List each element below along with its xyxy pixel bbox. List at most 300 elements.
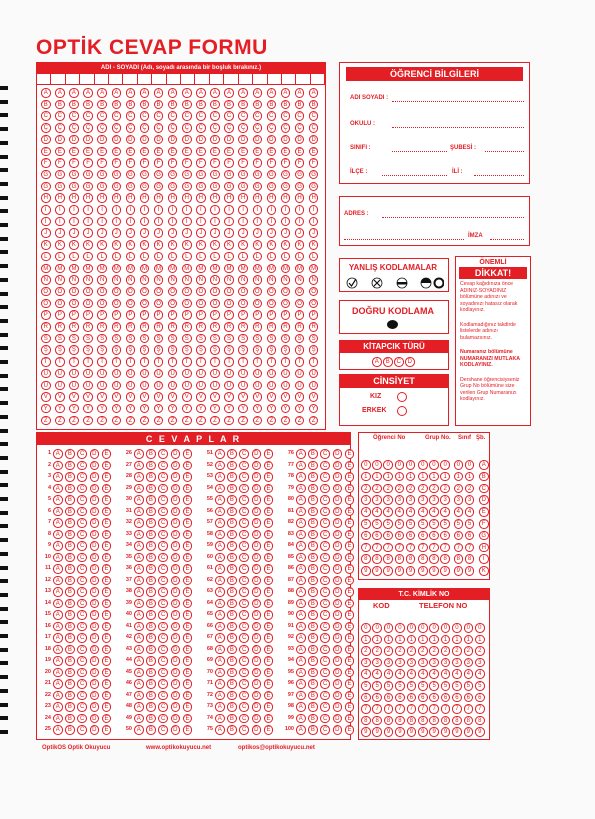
name-bubble-P[interactable]: P <box>83 310 93 320</box>
name-bubble-P[interactable]: P <box>140 310 150 320</box>
answer-bubble-B[interactable]: B <box>65 633 75 643</box>
answer-bubble-D[interactable]: D <box>90 449 100 459</box>
answer-bubble-B[interactable]: B <box>146 725 156 735</box>
branch-bubble-D[interactable]: D <box>479 495 489 505</box>
answer-bubble-C[interactable]: C <box>320 610 330 620</box>
answer-bubble-A[interactable]: A <box>134 495 144 505</box>
answer-bubble-D[interactable]: D <box>90 679 100 689</box>
answer-bubble-C[interactable]: C <box>158 553 168 563</box>
answer-bubble-E[interactable]: E <box>183 668 193 678</box>
branch-bubble-H[interactable]: H <box>479 543 489 553</box>
tc-digit-bubble[interactable]: 2 <box>384 646 394 656</box>
answer-bubble-B[interactable]: B <box>308 484 318 494</box>
name-bubble-S[interactable]: S <box>112 334 122 344</box>
answer-bubble-A[interactable]: A <box>296 656 306 666</box>
name-bubble-F[interactable]: F <box>182 158 192 168</box>
name-bubble-G[interactable]: G <box>112 170 122 180</box>
name-write-cell[interactable] <box>51 74 65 84</box>
name-bubble-Ö[interactable]: Ö <box>83 299 93 309</box>
name-bubble-S[interactable]: S <box>196 334 206 344</box>
name-bubble-R[interactable]: R <box>182 322 192 332</box>
name-bubble-N[interactable]: N <box>224 275 234 285</box>
name-bubble-Ü[interactable]: Ü <box>154 381 164 391</box>
name-bubble-K[interactable]: K <box>267 240 277 250</box>
answer-bubble-D[interactable]: D <box>90 541 100 551</box>
answer-bubble-B[interactable]: B <box>65 599 75 609</box>
answer-bubble-B[interactable]: B <box>308 702 318 712</box>
answer-bubble-C[interactable]: C <box>158 668 168 678</box>
name-bubble-T[interactable]: T <box>238 357 248 367</box>
name-bubble-Ç[interactable]: Ç <box>224 123 234 133</box>
name-bubble-Ü[interactable]: Ü <box>140 381 150 391</box>
tc-digit-bubble[interactable]: 9 <box>429 727 439 737</box>
booklet-option-D[interactable]: D <box>405 357 415 367</box>
code-digit-bubble[interactable]: 3 <box>383 495 393 505</box>
answer-bubble-D[interactable]: D <box>171 691 181 701</box>
answer-bubble-B[interactable]: B <box>65 541 75 551</box>
code-digit-bubble[interactable]: 4 <box>418 507 428 517</box>
code-digit-bubble[interactable]: 8 <box>418 554 428 564</box>
answer-bubble-C[interactable]: C <box>158 449 168 459</box>
name-write-cell[interactable] <box>210 74 224 84</box>
name-bubble-H[interactable]: H <box>112 193 122 203</box>
answer-bubble-E[interactable]: E <box>345 530 355 540</box>
name-bubble-J[interactable]: J <box>210 228 220 238</box>
answer-bubble-D[interactable]: D <box>171 633 181 643</box>
name-bubble-H[interactable]: H <box>224 193 234 203</box>
name-bubble-Z[interactable]: Z <box>55 416 65 426</box>
name-bubble-P[interactable]: P <box>182 310 192 320</box>
code-digit-bubble[interactable]: 5 <box>418 519 428 529</box>
code-digit-bubble[interactable]: 6 <box>454 531 464 541</box>
name-bubble-O[interactable]: O <box>140 287 150 297</box>
answer-bubble-C[interactable]: C <box>239 518 249 528</box>
tc-digit-bubble[interactable]: 9 <box>464 727 474 737</box>
name-bubble-I[interactable]: I <box>267 205 277 215</box>
name-bubble-Ö[interactable]: Ö <box>253 299 263 309</box>
name-bubble-Ö[interactable]: Ö <box>168 299 178 309</box>
answer-bubble-B[interactable]: B <box>308 633 318 643</box>
name-bubble-K[interactable]: K <box>281 240 291 250</box>
answer-bubble-C[interactable]: C <box>320 633 330 643</box>
name-bubble-O[interactable]: O <box>97 287 107 297</box>
tc-digit-bubble[interactable]: 3 <box>407 658 417 668</box>
answer-bubble-C[interactable]: C <box>320 599 330 609</box>
name-bubble-L[interactable]: L <box>154 252 164 262</box>
answer-bubble-A[interactable]: A <box>296 507 306 517</box>
answer-bubble-D[interactable]: D <box>171 449 181 459</box>
answer-bubble-A[interactable]: A <box>215 518 225 528</box>
name-bubble-T[interactable]: T <box>182 357 192 367</box>
name-bubble-E[interactable]: E <box>126 147 136 157</box>
answer-bubble-A[interactable]: A <box>215 599 225 609</box>
tc-digit-bubble[interactable]: 3 <box>464 658 474 668</box>
tc-digit-bubble[interactable]: 0 <box>464 623 474 633</box>
name-bubble-B[interactable]: B <box>295 100 305 110</box>
name-bubble-U[interactable]: U <box>267 369 277 379</box>
answer-bubble-B[interactable]: B <box>65 576 75 586</box>
answer-bubble-E[interactable]: E <box>264 518 274 528</box>
branch-bubble-I[interactable]: I <box>479 554 489 564</box>
name-bubble-Ç[interactable]: Ç <box>168 123 178 133</box>
answer-bubble-E[interactable]: E <box>183 530 193 540</box>
name-bubble-T[interactable]: T <box>140 357 150 367</box>
name-bubble-İ[interactable]: İ <box>55 217 65 227</box>
name-bubble-Ğ[interactable]: Ğ <box>309 182 319 192</box>
answer-bubble-B[interactable]: B <box>146 530 156 540</box>
name-bubble-U[interactable]: U <box>154 369 164 379</box>
answer-bubble-D[interactable]: D <box>90 691 100 701</box>
name-bubble-E[interactable]: E <box>281 147 291 157</box>
answer-bubble-C[interactable]: C <box>158 622 168 632</box>
answer-bubble-A[interactable]: A <box>134 656 144 666</box>
name-bubble-H[interactable]: H <box>55 193 65 203</box>
name-bubble-I[interactable]: I <box>238 205 248 215</box>
name-bubble-Ö[interactable]: Ö <box>267 299 277 309</box>
tc-digit-bubble[interactable]: 7 <box>395 704 405 714</box>
name-bubble-Ü[interactable]: Ü <box>97 381 107 391</box>
name-bubble-Ü[interactable]: Ü <box>196 381 206 391</box>
name-bubble-T[interactable]: T <box>224 357 234 367</box>
name-bubble-Z[interactable]: Z <box>281 416 291 426</box>
answer-bubble-E[interactable]: E <box>264 725 274 735</box>
name-bubble-M[interactable]: M <box>83 264 93 274</box>
name-bubble-U[interactable]: U <box>253 369 263 379</box>
tc-digit-bubble[interactable]: 3 <box>452 658 462 668</box>
name-bubble-H[interactable]: H <box>295 193 305 203</box>
code-digit-bubble[interactable]: 3 <box>440 495 450 505</box>
name-bubble-O[interactable]: O <box>210 287 220 297</box>
answer-bubble-A[interactable]: A <box>53 610 63 620</box>
name-bubble-K[interactable]: K <box>140 240 150 250</box>
tc-digit-bubble[interactable]: 6 <box>418 693 428 703</box>
name-bubble-U[interactable]: U <box>196 369 206 379</box>
name-bubble-O[interactable]: O <box>126 287 136 297</box>
name-bubble-I[interactable]: I <box>69 205 79 215</box>
name-bubble-T[interactable]: T <box>154 357 164 367</box>
name-bubble-V[interactable]: V <box>281 392 291 402</box>
answer-bubble-D[interactable]: D <box>252 587 262 597</box>
name-bubble-G[interactable]: G <box>182 170 192 180</box>
answer-bubble-A[interactable]: A <box>296 633 306 643</box>
name-bubble-Ö[interactable]: Ö <box>210 299 220 309</box>
name-bubble-S[interactable]: S <box>281 334 291 344</box>
code-digit-bubble[interactable]: 2 <box>395 484 405 494</box>
answer-bubble-C[interactable]: C <box>77 472 87 482</box>
code-digit-bubble[interactable]: 7 <box>454 543 464 553</box>
name-bubble-U[interactable]: U <box>69 369 79 379</box>
name-bubble-O[interactable]: O <box>281 287 291 297</box>
answer-bubble-D[interactable]: D <box>171 530 181 540</box>
name-bubble-İ[interactable]: İ <box>41 217 51 227</box>
tc-digit-bubble[interactable]: 0 <box>395 623 405 633</box>
name-bubble-U[interactable]: U <box>210 369 220 379</box>
answer-bubble-A[interactable]: A <box>134 668 144 678</box>
answer-bubble-A[interactable]: A <box>215 679 225 689</box>
name-bubble-Ü[interactable]: Ü <box>295 381 305 391</box>
answer-bubble-D[interactable]: D <box>333 656 343 666</box>
code-digit-bubble[interactable]: 7 <box>383 543 393 553</box>
branch-bubble-A[interactable]: A <box>479 460 489 470</box>
answer-bubble-C[interactable]: C <box>77 656 87 666</box>
answer-bubble-D[interactable]: D <box>333 507 343 517</box>
answer-bubble-C[interactable]: C <box>239 461 249 471</box>
name-bubble-P[interactable]: P <box>112 310 122 320</box>
name-bubble-Ö[interactable]: Ö <box>112 299 122 309</box>
name-bubble-N[interactable]: N <box>210 275 220 285</box>
answer-bubble-B[interactable]: B <box>227 461 237 471</box>
name-bubble-Ö[interactable]: Ö <box>281 299 291 309</box>
answer-bubble-B[interactable]: B <box>308 725 318 735</box>
name-bubble-I[interactable]: I <box>154 205 164 215</box>
answer-bubble-A[interactable]: A <box>134 610 144 620</box>
booklet-option-A[interactable]: A <box>372 357 382 367</box>
answer-bubble-D[interactable]: D <box>333 714 343 724</box>
name-bubble-K[interactable]: K <box>97 240 107 250</box>
branch-bubble-C[interactable]: C <box>479 484 489 494</box>
answer-bubble-B[interactable]: B <box>146 691 156 701</box>
code-digit-bubble[interactable]: 2 <box>465 484 475 494</box>
code-digit-bubble[interactable]: 1 <box>395 472 405 482</box>
answer-bubble-B[interactable]: B <box>227 599 237 609</box>
answer-bubble-B[interactable]: B <box>65 530 75 540</box>
answer-bubble-A[interactable]: A <box>296 668 306 678</box>
code-digit-bubble[interactable]: 4 <box>361 507 371 517</box>
branch-bubble-K[interactable]: K <box>479 566 489 576</box>
answer-bubble-E[interactable]: E <box>345 679 355 689</box>
name-bubble-Z[interactable]: Z <box>126 416 136 426</box>
tc-digit-bubble[interactable]: 4 <box>418 669 428 679</box>
answer-bubble-E[interactable]: E <box>264 472 274 482</box>
name-bubble-Z[interactable]: Z <box>41 416 51 426</box>
answer-bubble-D[interactable]: D <box>252 610 262 620</box>
name-bubble-K[interactable]: K <box>182 240 192 250</box>
answer-bubble-B[interactable]: B <box>146 610 156 620</box>
name-bubble-P[interactable]: P <box>126 310 136 320</box>
answer-bubble-B[interactable]: B <box>146 714 156 724</box>
answer-bubble-D[interactable]: D <box>252 530 262 540</box>
name-bubble-P[interactable]: P <box>41 310 51 320</box>
answer-bubble-E[interactable]: E <box>264 507 274 517</box>
name-bubble-A[interactable]: A <box>196 88 206 98</box>
answer-bubble-E[interactable]: E <box>345 541 355 551</box>
tc-digit-bubble[interactable]: 9 <box>395 727 405 737</box>
answer-bubble-D[interactable]: D <box>171 518 181 528</box>
answer-bubble-A[interactable]: A <box>215 461 225 471</box>
tc-digit-bubble[interactable]: 1 <box>429 635 439 645</box>
answer-bubble-D[interactable]: D <box>252 679 262 689</box>
tc-digit-bubble[interactable]: 5 <box>384 681 394 691</box>
answer-bubble-A[interactable]: A <box>215 553 225 563</box>
name-bubble-D[interactable]: D <box>224 135 234 145</box>
answer-bubble-B[interactable]: B <box>146 507 156 517</box>
name-bubble-A[interactable]: A <box>97 88 107 98</box>
answer-bubble-C[interactable]: C <box>320 656 330 666</box>
name-bubble-G[interactable]: G <box>55 170 65 180</box>
name-bubble-N[interactable]: N <box>196 275 206 285</box>
answer-bubble-D[interactable]: D <box>252 633 262 643</box>
name-bubble-İ[interactable]: İ <box>295 217 305 227</box>
answer-bubble-A[interactable]: A <box>215 484 225 494</box>
answer-bubble-D[interactable]: D <box>333 691 343 701</box>
answer-bubble-E[interactable]: E <box>345 714 355 724</box>
adi-soyadi-field[interactable] <box>392 101 524 102</box>
name-bubble-V[interactable]: V <box>126 392 136 402</box>
name-bubble-A[interactable]: A <box>83 88 93 98</box>
name-bubble-O[interactable]: O <box>295 287 305 297</box>
name-bubble-B[interactable]: B <box>41 100 51 110</box>
answer-bubble-B[interactable]: B <box>227 495 237 505</box>
tc-digit-bubble[interactable]: 5 <box>418 681 428 691</box>
answer-bubble-D[interactable]: D <box>171 679 181 689</box>
answer-bubble-E[interactable]: E <box>183 679 193 689</box>
name-bubble-K[interactable]: K <box>154 240 164 250</box>
name-bubble-N[interactable]: N <box>69 275 79 285</box>
name-bubble-B[interactable]: B <box>97 100 107 110</box>
name-bubble-Y[interactable]: Y <box>140 404 150 414</box>
tc-digit-bubble[interactable]: 5 <box>372 681 382 691</box>
name-bubble-G[interactable]: G <box>83 170 93 180</box>
name-bubble-V[interactable]: V <box>309 392 319 402</box>
answer-bubble-A[interactable]: A <box>134 553 144 563</box>
name-bubble-Y[interactable]: Y <box>83 404 93 414</box>
code-digit-bubble[interactable]: 5 <box>372 519 382 529</box>
name-write-cell[interactable] <box>253 74 267 84</box>
name-bubble-L[interactable]: L <box>168 252 178 262</box>
name-bubble-Y[interactable]: Y <box>97 404 107 414</box>
answer-bubble-C[interactable]: C <box>239 484 249 494</box>
name-bubble-T[interactable]: T <box>210 357 220 367</box>
name-bubble-İ[interactable]: İ <box>83 217 93 227</box>
code-digit-bubble[interactable]: 2 <box>418 484 428 494</box>
answer-bubble-C[interactable]: C <box>77 645 87 655</box>
answer-bubble-C[interactable]: C <box>77 668 87 678</box>
ili-field[interactable] <box>474 175 524 176</box>
name-bubble-İ[interactable]: İ <box>154 217 164 227</box>
answer-bubble-C[interactable]: C <box>158 691 168 701</box>
name-bubble-Y[interactable]: Y <box>112 404 122 414</box>
answer-bubble-E[interactable]: E <box>102 725 112 735</box>
answer-bubble-D[interactable]: D <box>252 553 262 563</box>
code-digit-bubble[interactable]: 3 <box>465 495 475 505</box>
name-bubble-V[interactable]: V <box>55 392 65 402</box>
tc-digit-bubble[interactable]: 4 <box>372 669 382 679</box>
name-bubble-Ö[interactable]: Ö <box>295 299 305 309</box>
answer-bubble-D[interactable]: D <box>171 714 181 724</box>
tc-digit-bubble[interactable]: 8 <box>372 716 382 726</box>
answer-bubble-C[interactable]: C <box>320 587 330 597</box>
name-write-cell[interactable] <box>66 74 80 84</box>
name-bubble-Ğ[interactable]: Ğ <box>126 182 136 192</box>
answer-bubble-C[interactable]: C <box>77 587 87 597</box>
answer-bubble-C[interactable]: C <box>320 622 330 632</box>
answer-bubble-D[interactable]: D <box>90 668 100 678</box>
answer-bubble-A[interactable]: A <box>296 645 306 655</box>
name-write-cell[interactable] <box>282 74 296 84</box>
answer-bubble-B[interactable]: B <box>227 610 237 620</box>
name-bubble-M[interactable]: M <box>168 264 178 274</box>
tc-digit-bubble[interactable]: 2 <box>395 646 405 656</box>
name-bubble-Ş[interactable]: Ş <box>224 345 234 355</box>
name-bubble-J[interactable]: J <box>55 228 65 238</box>
answer-bubble-B[interactable]: B <box>65 702 75 712</box>
answer-bubble-D[interactable]: D <box>333 725 343 735</box>
name-bubble-N[interactable]: N <box>182 275 192 285</box>
codes-bubble-grid[interactable] <box>361 460 489 578</box>
answer-bubble-C[interactable]: C <box>239 587 249 597</box>
answer-bubble-E[interactable]: E <box>102 599 112 609</box>
name-bubble-R[interactable]: R <box>309 322 319 332</box>
name-bubble-K[interactable]: K <box>253 240 263 250</box>
answer-bubble-A[interactable]: A <box>296 714 306 724</box>
answer-bubble-A[interactable]: A <box>53 587 63 597</box>
name-bubble-U[interactable]: U <box>55 369 65 379</box>
name-bubble-M[interactable]: M <box>238 264 248 274</box>
name-bubble-A[interactable]: A <box>238 88 248 98</box>
name-bubble-E[interactable]: E <box>140 147 150 157</box>
code-digit-bubble[interactable]: 3 <box>361 495 371 505</box>
name-bubble-A[interactable]: A <box>112 88 122 98</box>
answer-bubble-B[interactable]: B <box>146 679 156 689</box>
answer-bubble-E[interactable]: E <box>183 484 193 494</box>
name-bubble-K[interactable]: K <box>126 240 136 250</box>
name-bubble-S[interactable]: S <box>168 334 178 344</box>
answer-bubble-D[interactable]: D <box>333 472 343 482</box>
code-digit-bubble[interactable]: 1 <box>406 472 416 482</box>
name-bubble-J[interactable]: J <box>196 228 206 238</box>
name-bubble-R[interactable]: R <box>196 322 206 332</box>
answer-bubble-E[interactable]: E <box>345 495 355 505</box>
answer-bubble-A[interactable]: A <box>134 587 144 597</box>
name-bubble-M[interactable]: M <box>69 264 79 274</box>
name-bubble-Ü[interactable]: Ü <box>112 381 122 391</box>
name-bubble-E[interactable]: E <box>253 147 263 157</box>
branch-bubble-B[interactable]: B <box>479 472 489 482</box>
answer-bubble-E[interactable]: E <box>264 656 274 666</box>
answer-bubble-A[interactable]: A <box>53 518 63 528</box>
name-bubble-E[interactable]: E <box>295 147 305 157</box>
code-digit-bubble[interactable]: 3 <box>418 495 428 505</box>
name-bubble-S[interactable]: S <box>210 334 220 344</box>
answer-bubble-E[interactable]: E <box>102 576 112 586</box>
code-digit-bubble[interactable]: 8 <box>440 554 450 564</box>
answer-bubble-E[interactable]: E <box>183 714 193 724</box>
name-bubble-N[interactable]: N <box>140 275 150 285</box>
name-bubble-L[interactable]: L <box>224 252 234 262</box>
name-bubble-E[interactable]: E <box>41 147 51 157</box>
name-bubble-Ş[interactable]: Ş <box>154 345 164 355</box>
name-bubble-Ç[interactable]: Ç <box>69 123 79 133</box>
answer-bubble-D[interactable]: D <box>333 622 343 632</box>
code-digit-bubble[interactable]: 2 <box>383 484 393 494</box>
answer-bubble-B[interactable]: B <box>227 587 237 597</box>
code-digit-bubble[interactable]: 0 <box>418 460 428 470</box>
name-bubble-Ü[interactable]: Ü <box>69 381 79 391</box>
answer-bubble-A[interactable]: A <box>134 599 144 609</box>
answer-bubble-A[interactable]: A <box>134 725 144 735</box>
name-bubble-H[interactable]: H <box>238 193 248 203</box>
answer-bubble-E[interactable]: E <box>102 449 112 459</box>
answer-bubble-D[interactable]: D <box>90 599 100 609</box>
name-bubble-R[interactable]: R <box>112 322 122 332</box>
code-digit-bubble[interactable]: 4 <box>429 507 439 517</box>
answer-bubble-D[interactable]: D <box>90 587 100 597</box>
answer-bubble-A[interactable]: A <box>53 449 63 459</box>
name-bubble-P[interactable]: P <box>154 310 164 320</box>
tc-digit-bubble[interactable]: 3 <box>429 658 439 668</box>
name-bubble-Ü[interactable]: Ü <box>83 381 93 391</box>
answer-bubble-C[interactable]: C <box>158 564 168 574</box>
